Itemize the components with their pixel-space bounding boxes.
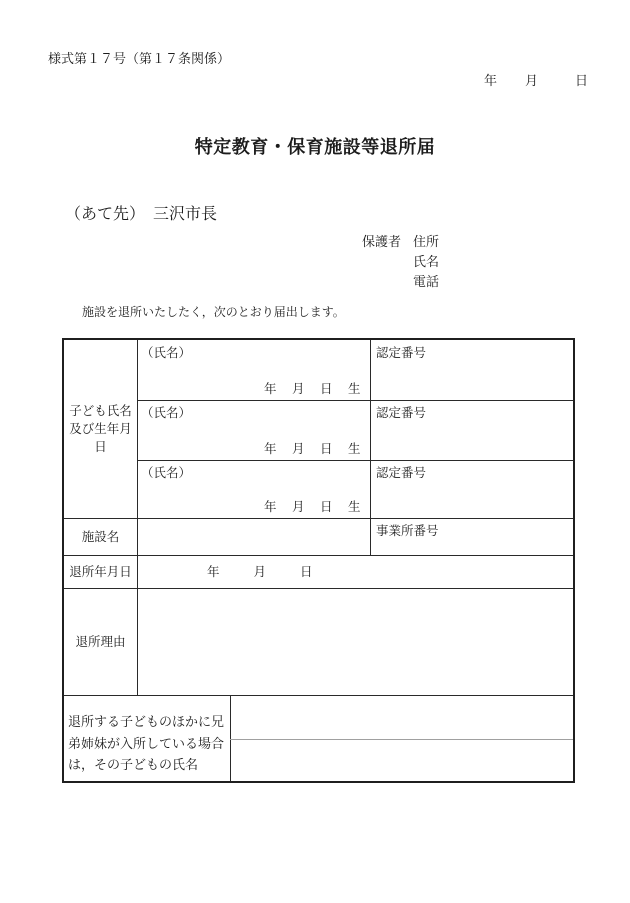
facility-label: 施設名 bbox=[81, 529, 120, 544]
reason-field bbox=[137, 588, 573, 695]
date-day-label: 日 bbox=[575, 73, 589, 88]
cert-number-label: 認定番号 bbox=[376, 466, 427, 480]
child-name-label: （氏名） bbox=[141, 466, 192, 480]
withdrawal-date-value-labels: 年 月 日 bbox=[207, 565, 316, 579]
sibling-name-field-2 bbox=[230, 739, 573, 781]
reason-label-cell bbox=[64, 588, 137, 695]
office-number-cell bbox=[370, 518, 573, 555]
facility-label-cell bbox=[64, 518, 137, 555]
sibling-label: 退所する子どものほかに兄弟姉妹が入所している場合は，その子どもの氏名 bbox=[68, 714, 225, 772]
child-row bbox=[137, 340, 370, 400]
date-year-label: 年 bbox=[484, 73, 498, 88]
child-name-label: （氏名） bbox=[141, 406, 192, 420]
form-table bbox=[62, 338, 575, 783]
withdrawal-date-label: 退所年月日 bbox=[69, 564, 132, 579]
addressee: （あて先） 三沢市長 bbox=[65, 206, 218, 223]
divider-withdrawal-date-row bbox=[64, 555, 573, 556]
guardian-label: 保護者 bbox=[362, 234, 402, 249]
guardian-phone-label: 電話 bbox=[413, 274, 440, 289]
child-name-label: （氏名） bbox=[141, 346, 192, 360]
child-row bbox=[137, 460, 370, 518]
guardian-block bbox=[362, 233, 482, 293]
form-number: 様式第１７号（第１７条関係） bbox=[48, 51, 231, 66]
page-title: 特定教育・保育施設等退所届 bbox=[194, 137, 436, 157]
reason-label: 退所理由 bbox=[75, 634, 126, 649]
child-birthdate-label: 年 月 日 生 bbox=[263, 382, 362, 396]
guardian-name-label: 氏名 bbox=[413, 254, 440, 269]
child-row bbox=[137, 400, 370, 460]
child-birthdate-label: 年 月 日 生 bbox=[263, 442, 362, 456]
office-number-label: 事業所番号 bbox=[376, 524, 439, 538]
child-group-label-cell bbox=[64, 340, 137, 518]
facility-name-field bbox=[137, 518, 370, 555]
header-date-line bbox=[0, 72, 630, 89]
cert-number-cell bbox=[370, 340, 573, 400]
sibling-name-field-1 bbox=[230, 695, 573, 739]
cert-number-label: 認定番号 bbox=[376, 346, 427, 360]
date-month-label: 月 bbox=[525, 73, 539, 88]
child-birthdate-label: 年 月 日 生 bbox=[263, 500, 362, 514]
cert-number-cell bbox=[370, 460, 573, 518]
cert-number-cell bbox=[370, 400, 573, 460]
child-group-label: 子ども氏名及び生年月日 bbox=[69, 404, 132, 454]
cert-number-label: 認定番号 bbox=[376, 406, 427, 420]
guardian-address-label: 住所 bbox=[413, 234, 440, 249]
withdrawal-date-label-cell bbox=[64, 555, 137, 588]
declaration-text: 施設を退所いたしたく，次のとおり届出します。 bbox=[82, 305, 345, 319]
